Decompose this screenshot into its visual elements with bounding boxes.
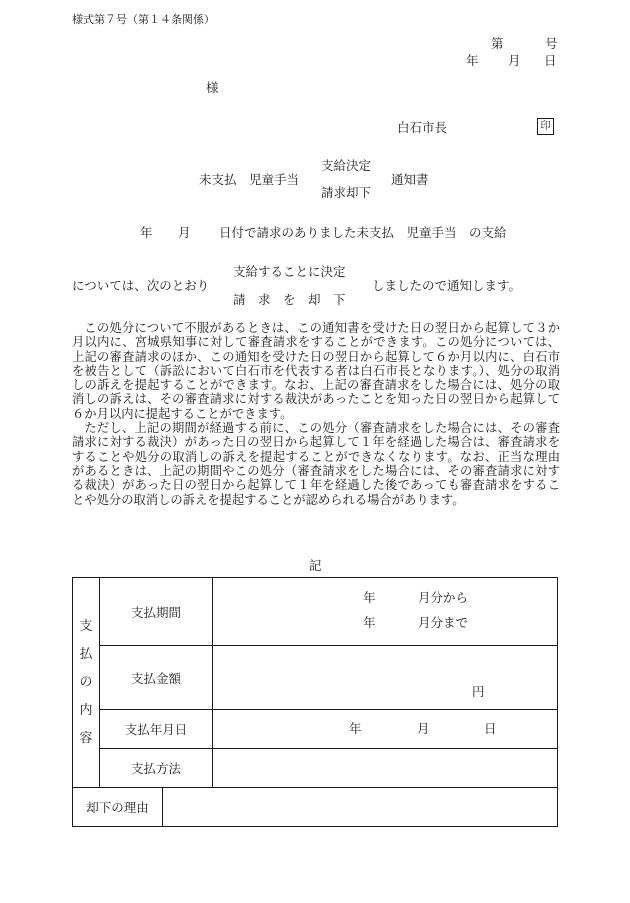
request-year: 年 (140, 225, 153, 240)
decision-option-decide: 支給することに決定 (233, 264, 346, 279)
payment-date-field[interactable] (213, 710, 558, 749)
pay-date-day: 日 (484, 721, 497, 736)
title-suffix: 通知書 (391, 172, 429, 187)
period-to-month: 月分まで (418, 615, 469, 630)
decision-lead: については、次のとおり (72, 278, 210, 293)
notice-paragraph-1: この処分について不服があるときは、この通知書を受けた日の翌日から起算して３か月以内に、宮城県知事に対して審査請求をすることができます。この処分については、上記の審査請求のほか、この通知を受けた日の翌日から起算して６か月以内に、白石市を被告として（訴訟において白石市を代表する者は白石市長となります。）、処分の取消しの訴えを提起することができます。なお、上記の審査請求をした場合には、処分の取消しの訴えは、その審査請求に対する裁決があったことを知った日の翌日から起算して６か月以内に提起することができます。 (72, 321, 560, 421)
date-year: 年 (466, 53, 479, 68)
rejection-reason-label: 却下の理由 (73, 788, 163, 827)
pay-date-year: 年 (349, 721, 362, 736)
date-day: 日 (544, 53, 557, 68)
group-char-2: 払 (79, 646, 93, 662)
payment-amount-label: 支払金額 (100, 646, 213, 710)
payment-details-table (72, 577, 558, 827)
period-from-year: 年 (363, 590, 376, 605)
issuer-name: 白石市長 (397, 120, 448, 135)
amount-unit: 円 (472, 684, 485, 699)
group-char-4: 内 (79, 702, 93, 718)
document-number (0, 38, 630, 52)
period-to-year: 年 (363, 615, 376, 630)
issue-date (0, 55, 630, 69)
notice-text (72, 321, 560, 507)
date-month: 月 (508, 53, 521, 68)
payment-method-field[interactable] (213, 749, 558, 788)
notice-paragraph-2: ただし、上記の期間が経過する前に、この処分（審査請求をした場合には、その審査請求に対する裁決）があった日の翌日から起算して１年を経過した場合は、審査請求をすることや処分の取消しの訴えを提起することができなくなります。なお、正当な理由があるときは、上記の期間やこの処分（審査請求をした場合には、その審査請求に対する裁決）があった日の翌日から起算して１年を経過した後であっても審査請求をすることや処分の取消しの訴えを提起することが認められる場合があります。 (72, 421, 560, 507)
form-number: 様式第７号（第１４条関係） (72, 13, 215, 26)
doc-number-dai: 第 (491, 36, 504, 51)
title-prefix: 未支払 児童手当 (199, 172, 300, 187)
title-option-decide: 支給決定 (321, 158, 372, 173)
addressee-suffix: 様 (206, 80, 219, 95)
title-option-reject: 請求却下 (321, 185, 372, 200)
payment-period-field[interactable] (213, 578, 558, 646)
seal-mark: 印 (537, 118, 554, 135)
rejection-reason-field[interactable] (163, 788, 558, 827)
payment-period-label: 支払期間 (100, 578, 213, 646)
payment-content-group-label (73, 578, 100, 788)
group-char-5: 容 (79, 730, 93, 746)
ki-heading: 記 (309, 558, 322, 573)
group-char-1: 支 (79, 618, 93, 634)
group-char-3: の (79, 674, 93, 690)
decision-tail: しましたので通知します。 (372, 278, 522, 293)
pay-date-month: 月 (417, 721, 430, 736)
period-from-month: 月分から (418, 590, 469, 605)
doc-number-go: 号 (545, 36, 558, 51)
payment-amount-field[interactable] (213, 646, 558, 710)
request-month: 月 (178, 225, 191, 240)
request-text: 日付で請求のありました未支払 児童手当 の支給 (219, 225, 507, 240)
decision-option-reject: 請 求 を 却 下 (233, 292, 346, 307)
payment-method-label: 支払方法 (100, 749, 213, 788)
payment-date-label: 支払年月日 (100, 710, 213, 749)
